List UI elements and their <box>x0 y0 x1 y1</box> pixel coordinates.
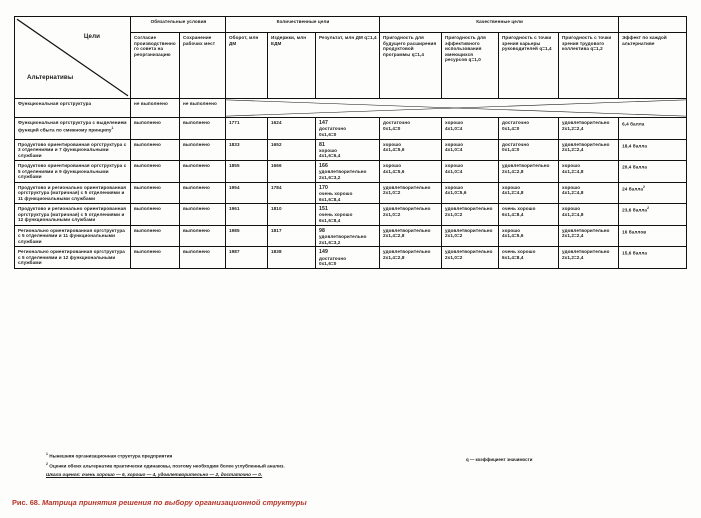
row-footnote-marker: 1 <box>111 125 114 130</box>
row-mandatory-2: выполнено <box>180 161 226 183</box>
col-head-3: Издержки, млн ЕДМ <box>268 33 316 99</box>
row-costs: 1666 <box>268 161 316 183</box>
row-qual-collective: удовлетворительно 2x1,2=2,4 <box>559 118 619 140</box>
row-costs: 1652 <box>268 139 316 161</box>
row-mandatory-2: выполнено <box>180 118 226 140</box>
row-turnover: 1954 <box>226 182 268 204</box>
table-row <box>15 99 687 118</box>
figure-caption-text: Матрица принятия решения по выбору организационной структуры <box>42 498 307 507</box>
row-turnover: 1987 <box>226 247 268 269</box>
table-row <box>15 139 687 161</box>
col-head-6: Пригодность для эффективного использования имеющихся ресурсов q=1,0 <box>442 33 499 99</box>
row-qual-resources: хорошо 4x1,0=4 <box>442 161 499 183</box>
row-mandatory-1: выполнено <box>131 225 180 247</box>
row-result: 147 достаточно 0x1,6=0 <box>316 118 380 140</box>
row-alternative: Продуктово ориентированная оргструктура с 3 отделениями и 7 функциональными службами <box>15 139 131 161</box>
col-head-9: Эффект по каждой альтернативе <box>619 33 687 99</box>
alternatives-label: Альтернативы <box>27 74 74 82</box>
row-qual-resources: хорошо 4x1,0=5,6 <box>442 182 499 204</box>
row-turnover: 1855 <box>226 161 268 183</box>
row-mandatory-1: выполнено <box>131 139 180 161</box>
col-head-4: Результат, млн ДМ q=1,4 <box>316 33 380 99</box>
table-row <box>15 204 687 226</box>
row-effect: 15,6 балла <box>619 247 687 269</box>
figure-caption <box>12 498 307 507</box>
row-mandatory-1: выполнено <box>131 247 180 269</box>
row-alternative: Регионально ориентированная оргструктура с 5 отделениями и 11 функциональными службами <box>15 225 131 247</box>
row-qual-career: хорошо 4x1,4=5,6 <box>499 225 559 247</box>
row-qual-expansion: удовлетворительно 2x1,4=2,8 <box>380 247 442 269</box>
row-effect: 24 балла$^2$ <box>619 182 687 204</box>
row-qual-career: удовлетворительно 2x1,4=2,8 <box>499 161 559 183</box>
goals-label: Цели <box>83 33 100 40</box>
row-result: 166 удовлетворительно 2x1,6=3,2 <box>316 161 380 183</box>
row-qual-collective: хорошо 4x1,2=4,8 <box>559 204 619 226</box>
row-result: 81 хорошо 4x1,6=6,4 <box>316 139 380 161</box>
footnote-scale: Шкала оценок: очень хорошо — 6, хорошо — 4, удовлетворительно — 2, достаточно — 0. <box>46 472 263 478</box>
col-head-8: Пригодность с точки зрения трудового коллектива q=1,2 <box>559 33 619 99</box>
row-effect: 23,6 балла$^2$ <box>619 204 687 226</box>
table-row <box>15 161 687 183</box>
col-head-2: Оборот, млн ДМ <box>226 33 268 99</box>
decision-matrix-table <box>14 16 687 269</box>
row-turnover: 1771 <box>226 118 268 140</box>
row-costs: 1624 <box>268 118 316 140</box>
footnote-2: $^2$ Оценки обеих альтернатив практически одинаковы, поэтому необходим более углубленный анализ. <box>46 461 285 469</box>
row-costs: 1838 <box>268 247 316 269</box>
group-effect <box>619 17 687 33</box>
row-result: 170 очень хорошо 6x1,6=8,4 <box>316 182 380 204</box>
row-mandatory-1: выполнено <box>131 204 180 226</box>
row-qual-expansion: достаточно 0x1,4=0 <box>380 118 442 140</box>
row-qual-career: достаточно 0x1,4=0 <box>499 139 559 161</box>
row-qual-career: достаточно 0x1,4=0 <box>499 118 559 140</box>
row-result: 151 очень хорошо 6x1,6=8,4 <box>316 204 380 226</box>
row-qual-collective: удовлетворительно 2x1,2=2,4 <box>559 225 619 247</box>
col-head-0: Согласие производственного совета на реорганизацию <box>131 33 180 99</box>
group-quantitative-goals: Количественные цели <box>226 17 380 33</box>
row-effect: 20,4 балла <box>619 161 687 183</box>
row-qual-resources: хорошо 4x1,0=4 <box>442 118 499 140</box>
row-mandatory-1: выполнено <box>131 161 180 183</box>
row-mandatory-1: выполнено <box>131 118 180 140</box>
row-qual-resources: удовлетворительно 2x1,0=2 <box>442 204 499 226</box>
row-qual-expansion: хорошо 4x1,4=5,6 <box>380 161 442 183</box>
header-group-row <box>15 17 687 33</box>
row-qual-resources: удовлетворительно 2x1,0=2 <box>442 225 499 247</box>
row-costs: 1784 <box>268 182 316 204</box>
row-qual-collective: удовлетворительно 2x1,2=2,4 <box>559 139 619 161</box>
row-alternative-text: Функциональная оргструктура с выделением функций сбыта по смежному принципу <box>18 120 127 133</box>
corner-cell <box>15 17 131 99</box>
significance-coefficient-note: q — коэффициент значимости <box>466 457 533 462</box>
row-mandatory-2: выполнено <box>180 204 226 226</box>
row-result: 98 удовлетворительно 2x1,6=3,2 <box>316 225 380 247</box>
table-row <box>15 247 687 269</box>
row-mandatory-2: выполнено <box>180 139 226 161</box>
row-qual-resources: удовлетворительно 2x1,0=2 <box>442 247 499 269</box>
row-effect: 18,4 балла <box>619 139 687 161</box>
row-result: 149 достаточно 0x1,6=0 <box>316 247 380 269</box>
row-qual-career: хорошо 4x1,2=4,8 <box>499 182 559 204</box>
cross-out-icon <box>226 99 686 117</box>
row-alternative: Продуктово и регионально ориентированная оргструктура (матричная) с 5 отделениями и 11 функциональными службами <box>15 182 131 204</box>
group-mandatory-conditions: Обязательные условия <box>131 17 226 33</box>
row-mandatory-1: выполнено <box>131 182 180 204</box>
table-row <box>15 118 687 140</box>
row-qual-expansion: удовлетворительно 2x1,4=2,8 <box>380 225 442 247</box>
row-crossed-out-area <box>226 99 687 118</box>
col-head-5: Пригодность для будущего расширения продуктовой программы q=1,4 <box>380 33 442 99</box>
row-qual-collective: хорошо 4x1,2=4,8 <box>559 182 619 204</box>
row-mandatory-2: выполнено <box>180 247 226 269</box>
row-costs: 1817 <box>268 225 316 247</box>
row-effect: 6,4 балла <box>619 118 687 140</box>
row-qual-expansion: хорошо 4x1,4=5,6 <box>380 139 442 161</box>
row-turnover: 1833 <box>226 139 268 161</box>
figure-caption-label: Рис. 68. <box>12 498 40 507</box>
row-mandatory-2: выполнено <box>180 225 226 247</box>
table-row <box>15 225 687 247</box>
row-alternative: Функциональная оргструктура <box>15 99 131 118</box>
row-qual-expansion: удовлетворительно 2x1,0=2 <box>380 204 442 226</box>
row-mandatory-2: не выполнено <box>180 99 226 118</box>
corner-diagonal-icon <box>15 17 130 98</box>
group-qualitative-goals: Качественные цели <box>380 17 619 33</box>
row-alternative: Продуктово и регионально ориентированная оргструктура (матричная) с 5 отделениями и 12 функциональными службами <box>15 204 131 226</box>
row-mandatory-1: не выполнено <box>131 99 180 118</box>
row-effect: 16 баллов <box>619 225 687 247</box>
col-head-1: Сохранение рабочих мест <box>180 33 226 99</box>
row-alternative <box>15 118 131 140</box>
row-qual-career: очень хорошо 6x1,4=8,4 <box>499 247 559 269</box>
row-qual-career: очень хорошо 6x1,4=8,4 <box>499 204 559 226</box>
row-mandatory-2: выполнено <box>180 182 226 204</box>
col-head-7: Пригодность с точки зрения карьеры руководителей q=1,4 <box>499 33 559 99</box>
table-row <box>15 182 687 204</box>
row-turnover: 1985 <box>226 225 268 247</box>
row-qual-collective: хорошо 4x1,2=4,8 <box>559 161 619 183</box>
row-qual-expansion: удовлетворительно 2x1,0=2 <box>380 182 442 204</box>
row-costs: 1810 <box>268 204 316 226</box>
row-alternative: Продуктово ориентированная оргструктура с 5 отделениями и 9 функциональными службами <box>15 161 131 183</box>
row-qual-collective: удовлетворительно 2x1,2=2,4 <box>559 247 619 269</box>
row-alternative: Регионально ориентированная оргструктура с 5 отделениями и 12 функциональными службами <box>15 247 131 269</box>
footnote-1: $^1$ Нынешняя организационная структура предприятия <box>46 452 173 459</box>
row-turnover: 1961 <box>226 204 268 226</box>
row-qual-resources: хорошо 4x1,0=4 <box>442 139 499 161</box>
footnotes-block <box>46 452 446 480</box>
